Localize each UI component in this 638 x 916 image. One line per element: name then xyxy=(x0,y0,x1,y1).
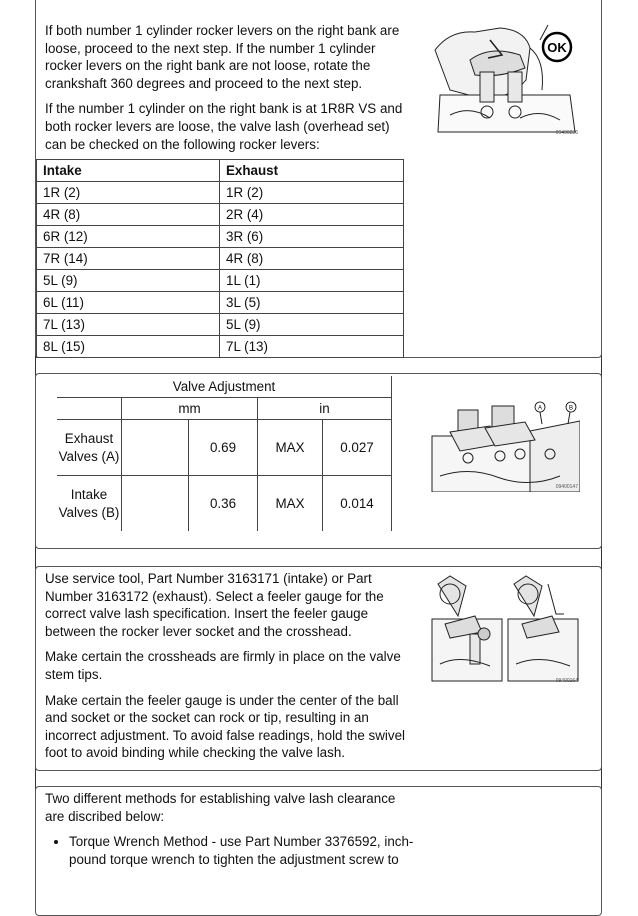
feeler-gauge-figure xyxy=(430,574,580,686)
intake-limit: MAX xyxy=(258,476,323,532)
exhaust-mm: 0.69 xyxy=(189,420,258,476)
table-row xyxy=(37,248,404,270)
table-row xyxy=(37,336,404,358)
intake-cell: 7L (13) xyxy=(37,314,220,336)
valve-adjustment-table xyxy=(57,376,392,531)
unit-mm: mm xyxy=(122,398,258,420)
list-item: • Torque Wrench Method - use Part Number 3376592, inch-pound torque wrench to tighten the adjustment screw to xyxy=(69,833,415,868)
section-1-para-2: If the number 1 cylinder on the right bank is at 1R8R VS and both rocker levers are loose, the valve lash (overhead set) can be checked on the following rocker levers: xyxy=(45,101,403,152)
intake-cell: 1R (2) xyxy=(37,182,220,204)
exhaust-cell: 4R (8) xyxy=(220,248,404,270)
section-1-text xyxy=(45,22,407,161)
intake-mm: 0.36 xyxy=(189,476,258,532)
exhaust-cell: 7L (13) xyxy=(220,336,404,358)
blank-cell xyxy=(122,420,189,476)
unit-in: in xyxy=(258,398,392,420)
section-3-text xyxy=(45,570,415,770)
rocker-lever-table xyxy=(36,159,404,358)
callout-a: A xyxy=(537,405,543,412)
table-row xyxy=(37,226,404,248)
exhaust-cell: 5L (9) xyxy=(220,314,404,336)
rocker-lever-table-header xyxy=(37,160,404,182)
table-row xyxy=(37,182,404,204)
exhaust-in: 0.027 xyxy=(323,420,392,476)
method-list xyxy=(45,833,415,868)
intake-cell: 7R (14) xyxy=(37,248,220,270)
exhaust-cell: 1R (2) xyxy=(220,182,404,204)
section-1-para-1: If both number 1 cylinder rocker levers on the right bank are loose, proceed to the next step. If the number 1 cylinder rocker levers on the right bank are not loose, rotate the crankshaft 360 degrees and proceed to the next step. xyxy=(45,23,400,91)
section-3-para-3: Make certain the feeler gauge is under the center of the ball and socket or the socket can rock or tip, resulting in an incorrect adjustment. To avoid false readings, hold the swivel foot to avoid binding while checking the valve lash. xyxy=(45,692,406,761)
blank-cell xyxy=(57,398,122,420)
intake-cell: 6L (11) xyxy=(37,292,220,314)
intake-cell: 8L (15) xyxy=(37,336,220,358)
figure-id-1: 09400236 xyxy=(555,130,578,136)
table-row xyxy=(37,314,404,336)
section-4-text xyxy=(45,790,415,868)
exhaust-limit: MAX xyxy=(258,420,323,476)
blank-cell xyxy=(122,476,189,532)
intake-valves-label: Intake Valves (B) xyxy=(57,476,122,532)
valve-title-row xyxy=(57,376,392,398)
exhaust-cell: 3L (5) xyxy=(220,292,404,314)
table-row xyxy=(37,204,404,226)
valve-units-row xyxy=(57,398,392,420)
ok-label: OK xyxy=(547,40,567,55)
intake-cell: 5L (9) xyxy=(37,270,220,292)
table-row xyxy=(37,292,404,314)
section-4-para-1: Two different methods for establishing valve lash clearance are discribed below: xyxy=(45,791,396,824)
exhaust-cell: 1L (1) xyxy=(220,270,404,292)
exhaust-cell: 3R (6) xyxy=(220,226,404,248)
figure-id-3: 09400164 xyxy=(555,678,578,684)
valve-adjustment-title: Valve Adjustment xyxy=(57,376,392,398)
figure-id-2: 09400147 xyxy=(555,484,578,490)
intake-in: 0.014 xyxy=(323,476,392,532)
valve-adjustment-figure xyxy=(430,396,580,492)
exhaust-cell: 2R (4) xyxy=(220,204,404,226)
section-3-para-1: Use service tool, Part Number 3163171 (intake) or Part Number 3163172 (exhaust). Select a feeler gauge for the correct valve lash specification. Insert the feeler gauge between the rocker lever socket and the crosshead. xyxy=(45,571,384,639)
table-row xyxy=(37,270,404,292)
intake-cell: 6R (12) xyxy=(37,226,220,248)
header-intake: Intake xyxy=(37,160,220,182)
intake-cell: 4R (8) xyxy=(37,204,220,226)
header-exhaust: Exhaust xyxy=(220,160,404,182)
exhaust-valves-label: Exhaust Valves (A) xyxy=(57,420,122,476)
section-3-para-2: Make certain the crossheads are firmly in place on the valve stem tips. xyxy=(45,649,401,682)
table-row xyxy=(57,420,392,476)
rocker-lever-figure xyxy=(430,20,580,138)
callout-b: B xyxy=(568,405,574,412)
table-row xyxy=(57,476,392,532)
